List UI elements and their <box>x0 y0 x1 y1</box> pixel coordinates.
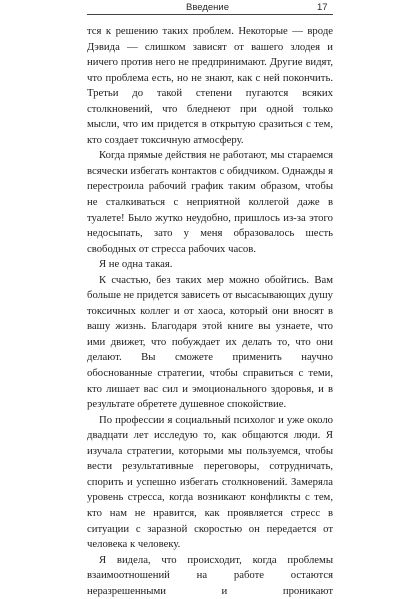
paragraph: По профессии я социальный психолог и уже около двадцати лет исследую то, как общаются люди. Я изучала стратегии, которыми мы пользуемся, чтобы вести результативные переговоры, сотрудничать, спорить и успешно избегать столкновений. Замеряла уровень стресса, когда возникают конфликты с тем, кто нам не нравится, как проявляется стресс в ситуации с заразной скоростью он передается от человека к человеку. <box>87 413 333 551</box>
paragraph: тся к решению таких проблем. Некоторые — вроде Дэвида — слишком зависят от вашего злодея и ничего против него не предпринимают. Другие видят, что проблема есть, но не знают, как с ней покончить. Третьи до такой степени пугаются всяких столкновений, что бледнеют при одной только мысли, что им придется в открытую сразиться с тем, кто создает токсичную атмосферу. <box>87 25 333 146</box>
paragraph: Я не одна такая. <box>99 258 173 271</box>
running-head: Введение <box>186 2 230 13</box>
body-text <box>87 24 333 599</box>
header-rule <box>87 14 333 15</box>
paragraph: Когда прямые действия не работают, мы стараемся всячески избегать контактов с обидчиком. Однажды я перестроила рабочий график таким образом, чтобы не сталкиваться с неприятной коллегой даже в туалете! Было жутко неудобно, пришлось из-за этого недосыпать, зато у меня образовалось шесть свободных от стресса рабочих часов. <box>87 149 333 255</box>
page-number: 17 <box>317 2 328 13</box>
paragraph: Я видела, что происходит, когда проблемы взаимоотношений на работе остаются неразрешенными и проникают <box>87 553 333 597</box>
paragraph: К счастью, без таких мер можно обойтись. Вам больше не придется зависеть от высасывающих душу токсичных коллег и от хаоса, который они вносят в вашу жизнь. Благодаря этой книге вы узнаете, что ими движет, что побуждает их делать то, что они делают. Вы сможете применить научно обоснованные стратегии, чтобы справиться с теми, кто лишает вас сил и эмоционального здоровья, и в результате обретете душевное спокойствие. <box>87 273 333 411</box>
